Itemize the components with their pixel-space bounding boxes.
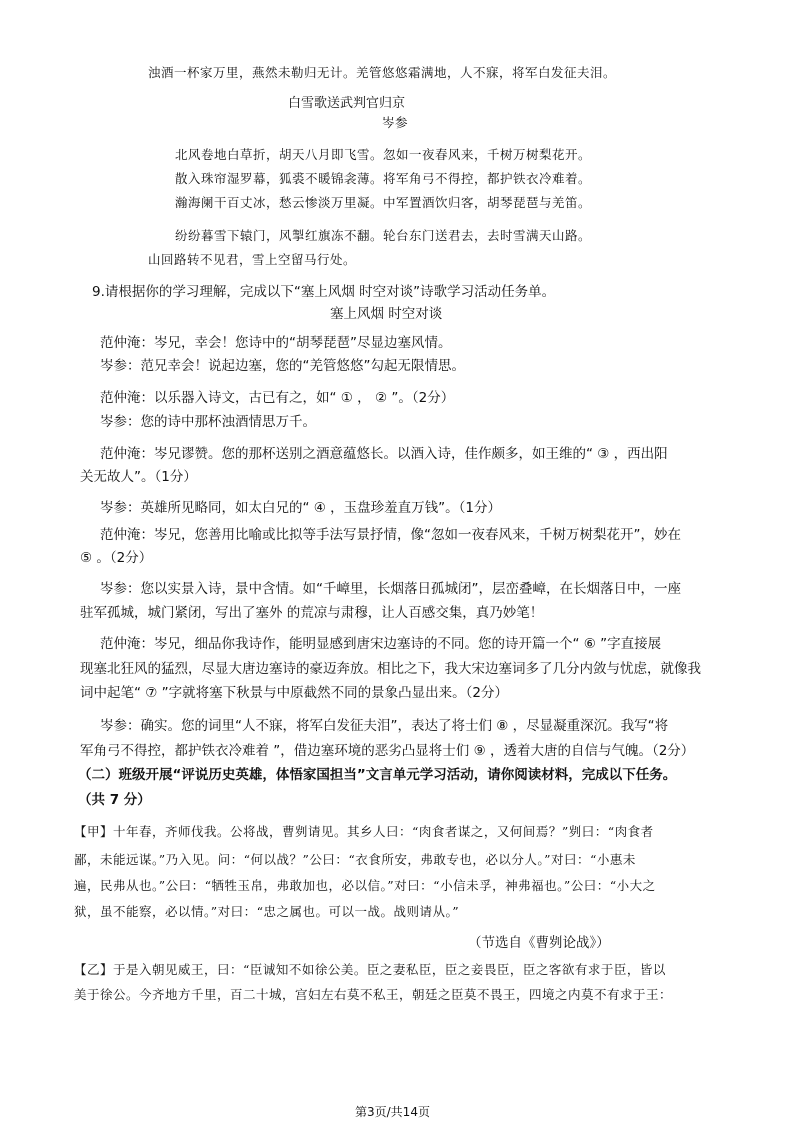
dialogue-line: 范仲淹：岑兄，幸会！您诗中的“胡琴琵琶”尽显边塞风情。 [100,335,452,351]
passage-line: 【甲】十年春，齐师伐我。公将战，曹刿请见。其乡人曰：“肉食者谋之，又何间焉？”刿曰：“肉食者 [74,824,654,839]
page-number: 第3页/共14页 [355,1105,430,1119]
passage-line: 【乙】于是入朝见威王，曰：“臣诚知不如徐公美。臣之妻私臣，臣之妾畏臣，臣之客欲有求于臣，皆以 [74,962,666,977]
section-heading: （共 7 分） [78,792,151,808]
dialogue-line: 范仲淹：以乐器入诗文，古已有之，如“ ① ， ② ”。（2分） [100,390,455,406]
dialogue-line: 岑参：范兄幸会！说起边塞，您的“羌管悠悠”勾起无限情思。 [100,358,465,374]
dialogue-line: 范仲淹：岑兄，您善用比喻或比拟等手法写景抒情，像“忽如一夜春风来，千树万树梨花开”，妙在 [100,527,681,543]
dialogue-line: 岑参：您以实景入诗，景中含情。如“千嶂里，长烟落日孤城闭”，层峦叠嶂，在长烟落日中，一座 [100,581,681,597]
dialogue-line: 词中起笔“ ⑦ ”字就将塞下秋景与中原截然不同的景象凸显出来。（2分） [80,685,509,701]
passage-source: （节选自《曹刿论战》） [468,935,610,951]
dialogue-line: 范仲淹：岑兄，细品你我诗作，能明显感到唐宋边塞诗的不同。您的诗开篇一个“ ⑥ ”字直接展 [100,636,662,652]
dialogue-line: 军角弓不得控，都护铁衣冷难着 ”，借边塞环境的恶劣凸显将士们 ⑨ ，透着大唐的自信与气魄。（2分） [80,743,695,759]
poem-line: 北风卷地白草折，胡天八月即飞雪。忽如一夜春风来，千树万树梨花开。 [175,147,592,162]
poem-line: 纷纷暮雪下辕门，风掣红旗冻不翻。轮台东门送君去，去时雪满天山路。 [175,228,592,243]
poem-author: 岑参 [382,115,409,130]
poem-line: 瀚海阑干百丈冰，愁云惨淡万里凝。中军置酒饮归客，胡琴琵琶与羌笛。 [175,195,592,210]
passage-line: 鄙，未能远谋。”乃入见。问：“何以战？”公曰：“衣食所安，弗敢专也，必以分人。”对曰：“小惠未 [74,852,636,867]
section-heading: （二）班级开展“评说历史英雄，体悟家国担当”文言单元学习活动，请你阅读材料，完成以下任务。 [78,767,677,783]
passage-line: 美于徐公。今齐地方千里，百二十城，宫妇左右莫不私王，朝廷之臣莫不畏王，四境之内莫不有求于王： [74,987,673,1002]
poem-line: 散入珠帘湿罗幕，狐裘不暖锦衾薄。将军角弓不得控，都护铁衣冷难着。 [175,171,592,186]
dialogue-line: 现塞北狂风的猛烈，尽显大唐边塞诗的豪迈奔放。相比之下，我大宋边塞词多了几分内敛与忧虑，就像我 [80,661,701,677]
passage-line: 狱，虽不能察，必以情。”对曰：“忠之属也。可以一战。战则请从。” [74,904,460,919]
dialogue-line: ⑤ 。（2分） [80,550,153,566]
dialogue-line: 驻军孤城，城门紧闭，写出了塞外 的荒凉与肃穆，让人百感交集，真乃妙笔！ [80,605,544,621]
dialogue-line: 范仲淹：岑兄谬赞。您的那杯送别之酒意蕴悠长。以酒入诗，佳作颇多，如王维的“ ③ ，西出阳 [100,446,668,462]
section-subtitle: 塞上风烟 时空对谈 [330,306,443,322]
question-prompt: 9.请根据你的学习理解，完成以下“塞上风烟 时空对谈”诗歌学习活动任务单。 [92,284,556,300]
dialogue-line: 关无故人”。（1分） [80,469,197,485]
passage-line: 遍，民弗从也。”公曰：“牺牲玉帛，弗敢加也，必以信。”对曰：“小信未孚，神弗福也。”公曰：“小大之 [74,878,656,893]
dialogue-line: 岑参：确实。您的词里“人不寐，将军白发征夫泪”，表达了将士们 ⑧ ，尽显凝重深沉。我写“将 [100,718,669,734]
dialogue-line: 岑参：您的诗中那杯浊酒情思万千。 [100,414,316,430]
dialogue-line: 岑参：英雄所见略同，如太白兄的“ ④ ，玉盘珍羞直万钱”。（1分） [100,500,502,516]
poem-line: 山回路转不见君，雪上空留马行处。 [148,252,357,267]
poem-title: 白雪歌送武判官归京 [288,96,406,111]
poem-line: 浊酒一杯家万里，燕然未勒归无计。羌管悠悠霜满地，人不寐，将军白发征夫泪。 [148,65,617,80]
